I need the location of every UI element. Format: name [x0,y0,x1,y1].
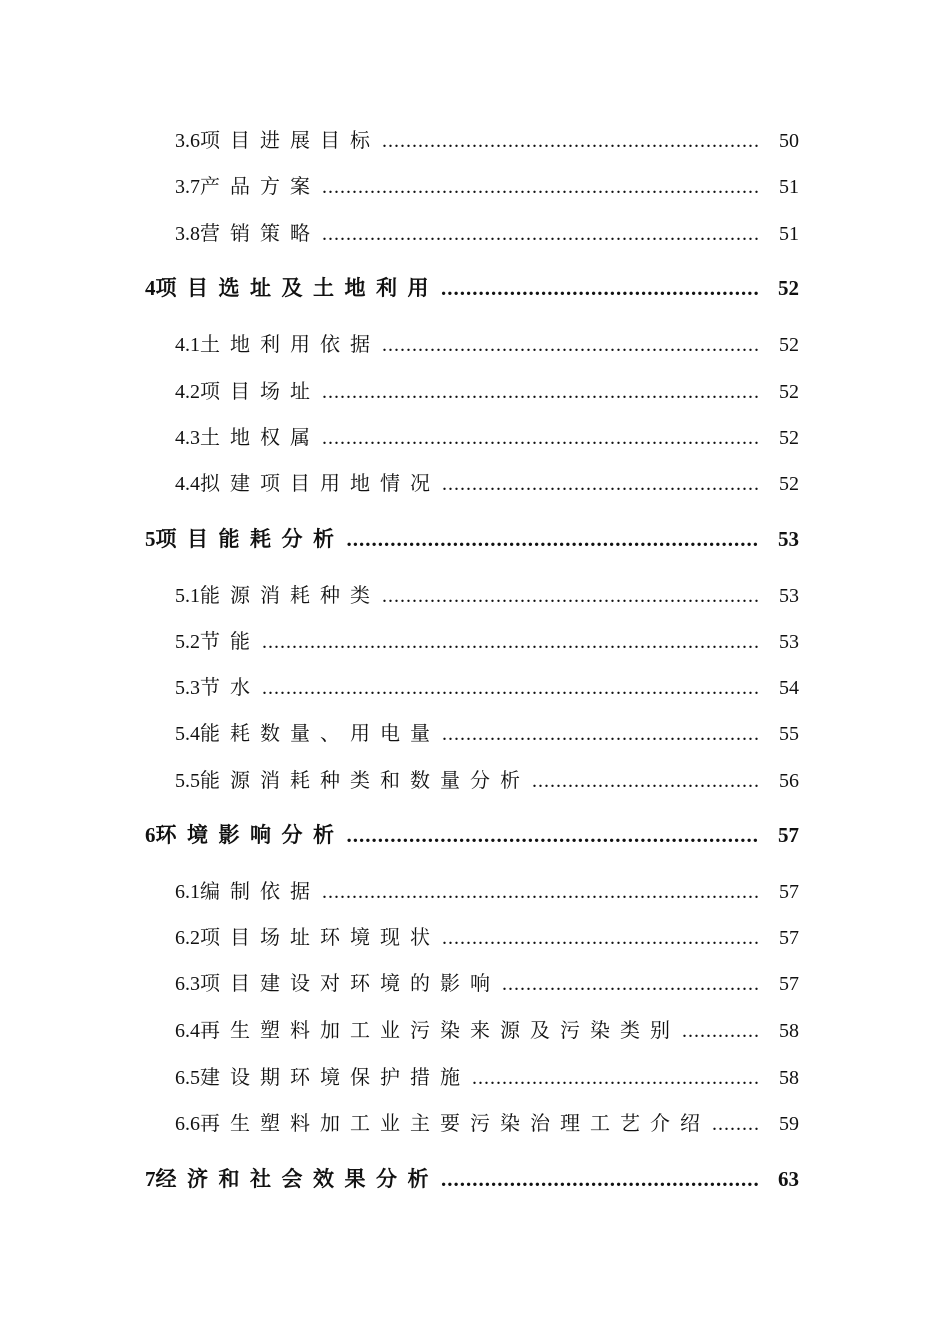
toc-entry-title: 能源消耗种类 [200,583,380,607]
toc-page-number: 51 [779,223,799,245]
toc-entry-title: 项目进展目标 [200,128,380,152]
toc-entry-title: 环境影响分析 [155,822,345,847]
toc-dot-leader [442,719,759,749]
toc-chapter-entry[interactable] [145,820,799,850]
toc-entry-title: 项目选址及土地利用 [155,275,439,300]
toc-entry-title: 编制依据 [200,879,320,903]
toc-entry-number: 5.5 [175,770,200,792]
toc-entry-number: 6.4 [175,1020,200,1042]
toc-dot-leader [382,126,759,156]
toc-entry-title: 节水 [200,675,260,699]
toc-page-number: 53 [779,631,799,653]
toc-section-entry[interactable] [175,1062,799,1092]
toc-entry-number: 4.4 [175,473,200,495]
toc-page-number: 57 [779,881,799,903]
toc-dot-leader [347,524,760,554]
toc-entry-number: 6.6 [175,1113,200,1135]
toc-section-entry[interactable] [175,580,799,610]
toc-entry-number: 3.8 [175,223,200,245]
toc-entry-title: 项目场址 [200,379,320,403]
toc-page-number: 59 [779,1113,799,1135]
toc-entry-number: 4 [145,276,156,300]
toc-dot-leader [262,627,759,657]
toc-page-number: 52 [779,381,799,403]
toc-dot-leader [382,330,759,360]
toc-page-number: 50 [779,130,799,152]
toc-page-number: 57 [779,927,799,949]
toc-entry-number: 6.5 [175,1067,200,1089]
toc-entry-number: 5.4 [175,723,200,745]
toc-dot-leader [472,1063,759,1093]
toc-section-entry[interactable] [175,1015,799,1045]
toc-section-entry[interactable] [175,422,799,452]
toc-section-entry[interactable] [175,218,799,248]
toc-entry-title: 再生塑料加工业污染来源及污染类别 [200,1018,680,1042]
toc-dot-leader [442,923,759,953]
toc-page-number: 51 [779,176,799,198]
toc-entry-number: 5 [145,527,156,551]
toc-dot-leader [322,219,759,249]
toc-dot-leader [502,969,759,999]
toc-dot-leader [322,423,759,453]
toc-dot-leader [532,766,759,796]
toc-dot-leader [442,469,759,499]
toc-entry-title: 项目场址环境现状 [200,925,440,949]
toc-entry-number: 5.1 [175,585,200,607]
toc-dot-leader [347,820,760,850]
toc-chapter-entry[interactable] [145,273,799,303]
toc-section-entry[interactable] [175,922,799,952]
toc-section-entry[interactable] [175,171,799,201]
toc-entry-title: 经济和社会效果分析 [155,1166,439,1191]
toc-entry-title: 产品方案 [200,174,320,198]
toc-dot-leader [441,1164,759,1194]
toc-entry-title: 能源消耗种类和数量分析 [200,768,530,792]
toc-page-number: 53 [779,585,799,607]
toc-dot-leader [262,673,759,703]
toc-dot-leader [441,273,759,303]
toc-page-number: 56 [779,770,799,792]
toc-page-number: 52 [779,427,799,449]
toc-page-number: 58 [779,1020,799,1042]
toc-section-entry[interactable] [175,125,799,155]
toc-page-number: 53 [778,527,799,551]
toc-page-number: 52 [779,334,799,356]
toc-chapter-entry[interactable] [145,1164,799,1194]
toc-entry-number: 6.2 [175,927,200,949]
toc-entry-title: 建设期环境保护措施 [200,1065,470,1089]
toc-dot-leader [382,581,759,611]
toc-section-entry[interactable] [175,468,799,498]
toc-entry-title: 项目能耗分析 [155,526,345,551]
toc-page-number: 54 [779,677,799,699]
toc-section-entry[interactable] [175,968,799,998]
toc-entry-title: 拟建项目用地情况 [200,471,440,495]
toc-section-entry[interactable] [175,626,799,656]
toc-page-number: 57 [778,823,799,847]
toc-entry-title: 节能 [200,629,260,653]
toc-section-entry[interactable] [175,672,799,702]
toc-section-entry[interactable] [175,876,799,906]
toc-entry-number: 4.1 [175,334,200,356]
toc-page-number: 63 [778,1167,799,1191]
toc-entry-number: 6 [145,823,156,847]
toc-entry-title: 再生塑料加工业主要污染治理工艺介绍 [200,1111,710,1135]
toc-section-entry[interactable] [175,1108,799,1138]
toc-entry-title: 项目建设对环境的影响 [200,971,500,995]
toc-entry-number: 4.3 [175,427,200,449]
toc-page-number: 52 [779,473,799,495]
toc-chapter-entry[interactable] [145,524,799,554]
toc-entry-title: 营销策略 [200,221,320,245]
toc-dot-leader [322,172,759,202]
toc-entry-number: 7 [145,1167,156,1191]
toc-section-entry[interactable] [175,329,799,359]
toc-entry-number: 6.1 [175,881,200,903]
toc-entry-number: 4.2 [175,381,200,403]
toc-section-entry[interactable] [175,718,799,748]
toc-entry-number: 3.6 [175,130,200,152]
toc-entry-number: 6.3 [175,973,200,995]
toc-page-number: 55 [779,723,799,745]
toc-dot-leader [712,1109,759,1139]
toc-entry-number: 5.2 [175,631,200,653]
toc-dot-leader [322,377,759,407]
toc-dot-leader [322,877,759,907]
toc-entry-title: 土地权属 [200,425,320,449]
toc-dot-leader [682,1016,759,1046]
toc-entry-number: 5.3 [175,677,200,699]
toc-section-entry[interactable] [175,765,799,795]
toc-page-number: 58 [779,1067,799,1089]
toc-entry-number: 3.7 [175,176,200,198]
toc-entry-title: 能耗数量、用电量 [200,721,440,745]
toc-section-entry[interactable] [175,376,799,406]
toc-page-number: 52 [778,276,799,300]
toc-page-number: 57 [779,973,799,995]
toc-entry-title: 土地利用依据 [200,332,380,356]
